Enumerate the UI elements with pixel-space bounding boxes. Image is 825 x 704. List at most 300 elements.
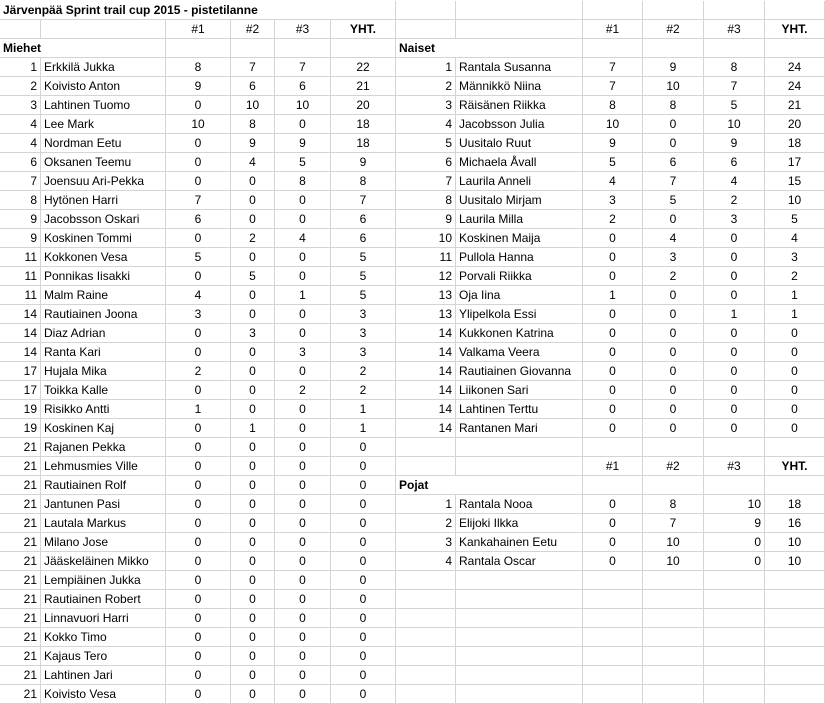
women-row-round-2[interactable]: 0 [643, 381, 704, 400]
grid-cell[interactable] [396, 1, 456, 20]
boys-row-total[interactable]: 10 [765, 552, 825, 571]
men-row-name[interactable]: Rajanen Pekka [41, 438, 166, 457]
men-row-rank[interactable]: 1 [0, 58, 41, 77]
men-row-round-2[interactable]: 0 [231, 666, 275, 685]
men-row-rank[interactable]: 17 [0, 362, 41, 381]
men-row-total[interactable]: 7 [331, 191, 396, 210]
men-row-round-2[interactable]: 0 [231, 571, 275, 590]
men-section-label[interactable]: Miehet [0, 39, 166, 58]
grid-cell[interactable] [643, 647, 704, 666]
men-row-total[interactable]: 1 [331, 400, 396, 419]
men-row-round-1[interactable]: 7 [166, 191, 231, 210]
men-row-rank[interactable]: 21 [0, 533, 41, 552]
men-row-round-2[interactable]: 0 [231, 248, 275, 267]
grid-cell[interactable] [583, 476, 643, 495]
men-row-rank[interactable]: 21 [0, 590, 41, 609]
boys-row-rank[interactable]: 3 [396, 533, 456, 552]
women-row-rank[interactable]: 14 [396, 400, 456, 419]
women-row-total[interactable]: 10 [765, 191, 825, 210]
men-row-round-1[interactable]: 0 [166, 571, 231, 590]
men-row-round-1[interactable]: 0 [166, 476, 231, 495]
women-row-total[interactable]: 24 [765, 58, 825, 77]
men-row-name[interactable]: Lahtinen Jari [41, 666, 166, 685]
grid-cell[interactable] [704, 628, 765, 647]
grid-cell[interactable] [396, 457, 456, 476]
men-row-round-1[interactable]: 1 [166, 400, 231, 419]
men-row-total[interactable]: 20 [331, 96, 396, 115]
men-row-total[interactable]: 8 [331, 172, 396, 191]
women-row-name[interactable]: Rantala Susanna [456, 58, 583, 77]
women-header-round-1[interactable]: #1 [583, 20, 643, 39]
women-row-total[interactable]: 18 [765, 134, 825, 153]
men-row-total[interactable]: 0 [331, 457, 396, 476]
boys-row-rank[interactable]: 4 [396, 552, 456, 571]
women-row-round-1[interactable]: 0 [583, 400, 643, 419]
grid-cell[interactable] [643, 438, 704, 457]
boys-row-name[interactable]: Rantala Nooa [456, 495, 583, 514]
women-row-name[interactable]: Kukkonen Katrina [456, 324, 583, 343]
men-row-round-1[interactable]: 0 [166, 96, 231, 115]
men-row-round-2[interactable]: 7 [231, 58, 275, 77]
men-row-round-2[interactable]: 0 [231, 210, 275, 229]
women-row-name[interactable]: Ylipelkola Essi [456, 305, 583, 324]
men-row-round-3[interactable]: 0 [275, 571, 331, 590]
grid-cell[interactable] [583, 571, 643, 590]
women-header-total[interactable]: YHT. [765, 20, 825, 39]
women-row-round-1[interactable]: 0 [583, 229, 643, 248]
women-row-round-2[interactable]: 0 [643, 210, 704, 229]
men-row-round-2[interactable]: 9 [231, 134, 275, 153]
grid-cell[interactable] [765, 590, 825, 609]
boys-row-round-2[interactable]: 8 [643, 495, 704, 514]
women-row-round-1[interactable]: 3 [583, 191, 643, 210]
women-row-round-2[interactable]: 9 [643, 58, 704, 77]
women-row-total[interactable]: 21 [765, 96, 825, 115]
men-row-round-3[interactable]: 2 [275, 381, 331, 400]
boys-section-label[interactable]: Pojat [396, 476, 583, 495]
men-row-round-1[interactable]: 6 [166, 210, 231, 229]
men-row-round-1[interactable]: 0 [166, 590, 231, 609]
men-row-round-2[interactable]: 0 [231, 438, 275, 457]
women-row-rank[interactable]: 13 [396, 286, 456, 305]
men-row-rank[interactable]: 4 [0, 115, 41, 134]
women-row-rank[interactable]: 14 [396, 343, 456, 362]
grid-cell[interactable] [456, 647, 583, 666]
women-row-rank[interactable]: 5 [396, 134, 456, 153]
men-row-total[interactable]: 0 [331, 590, 396, 609]
men-row-round-1[interactable]: 0 [166, 134, 231, 153]
men-row-total[interactable]: 5 [331, 267, 396, 286]
men-header-total[interactable]: YHT. [331, 20, 396, 39]
grid-cell[interactable] [583, 647, 643, 666]
women-row-rank[interactable]: 7 [396, 172, 456, 191]
grid-cell[interactable] [643, 571, 704, 590]
boys-row-round-3[interactable]: 9 [704, 514, 765, 533]
women-row-total[interactable]: 3 [765, 248, 825, 267]
women-row-name[interactable]: Laurila Milla [456, 210, 583, 229]
grid-cell[interactable] [583, 666, 643, 685]
men-row-round-2[interactable]: 0 [231, 647, 275, 666]
boys-row-round-2[interactable]: 10 [643, 552, 704, 571]
women-row-round-1[interactable]: 5 [583, 153, 643, 172]
women-row-rank[interactable]: 14 [396, 419, 456, 438]
men-row-rank[interactable]: 14 [0, 305, 41, 324]
grid-cell[interactable] [456, 609, 583, 628]
boys-row-rank[interactable]: 2 [396, 514, 456, 533]
men-row-round-3[interactable]: 7 [275, 58, 331, 77]
grid-cell[interactable] [396, 438, 456, 457]
men-row-name[interactable]: Diaz Adrian [41, 324, 166, 343]
women-row-round-2[interactable]: 5 [643, 191, 704, 210]
men-row-total[interactable]: 18 [331, 134, 396, 153]
men-row-round-3[interactable]: 0 [275, 115, 331, 134]
men-row-name[interactable]: Ponnikas Iisakki [41, 267, 166, 286]
men-row-name[interactable]: Kokko Timo [41, 628, 166, 647]
men-row-total[interactable]: 3 [331, 324, 396, 343]
men-row-round-3[interactable]: 0 [275, 590, 331, 609]
men-header-round-1[interactable]: #1 [166, 20, 231, 39]
men-row-rank[interactable]: 11 [0, 248, 41, 267]
men-row-round-3[interactable]: 0 [275, 552, 331, 571]
men-row-rank[interactable]: 8 [0, 191, 41, 210]
grid-cell[interactable] [396, 666, 456, 685]
grid-cell[interactable] [166, 39, 231, 58]
men-row-round-1[interactable]: 0 [166, 153, 231, 172]
men-row-round-1[interactable]: 0 [166, 229, 231, 248]
men-row-round-1[interactable]: 0 [166, 552, 231, 571]
women-row-round-2[interactable]: 0 [643, 400, 704, 419]
women-row-round-3[interactable]: 3 [704, 210, 765, 229]
women-row-total[interactable]: 1 [765, 286, 825, 305]
women-row-name[interactable]: Oja Iina [456, 286, 583, 305]
women-row-total[interactable]: 0 [765, 324, 825, 343]
grid-cell[interactable] [396, 20, 456, 39]
grid-cell[interactable] [704, 1, 765, 20]
men-row-round-3[interactable]: 0 [275, 533, 331, 552]
men-row-round-2[interactable]: 2 [231, 229, 275, 248]
women-row-round-1[interactable]: 0 [583, 381, 643, 400]
boys-header-round-1[interactable]: #1 [583, 457, 643, 476]
men-row-name[interactable]: Ranta Kari [41, 343, 166, 362]
men-row-round-3[interactable]: 0 [275, 191, 331, 210]
grid-cell[interactable] [583, 685, 643, 704]
grid-cell[interactable] [456, 1, 583, 20]
men-row-total[interactable]: 1 [331, 419, 396, 438]
women-row-round-3[interactable]: 0 [704, 286, 765, 305]
men-row-round-2[interactable]: 0 [231, 533, 275, 552]
grid-cell[interactable] [456, 457, 583, 476]
men-row-total[interactable]: 21 [331, 77, 396, 96]
men-row-round-3[interactable]: 8 [275, 172, 331, 191]
women-row-round-1[interactable]: 8 [583, 96, 643, 115]
men-row-total[interactable]: 0 [331, 647, 396, 666]
women-row-round-1[interactable]: 4 [583, 172, 643, 191]
grid-cell[interactable] [704, 685, 765, 704]
men-row-round-1[interactable]: 0 [166, 647, 231, 666]
men-row-round-2[interactable]: 0 [231, 362, 275, 381]
grid-cell[interactable] [456, 685, 583, 704]
men-row-rank[interactable]: 21 [0, 571, 41, 590]
grid-cell[interactable] [0, 20, 41, 39]
men-row-round-2[interactable]: 0 [231, 343, 275, 362]
men-row-rank[interactable]: 21 [0, 495, 41, 514]
women-row-name[interactable]: Rautiainen Giovanna [456, 362, 583, 381]
women-row-round-2[interactable]: 8 [643, 96, 704, 115]
women-row-rank[interactable]: 11 [396, 248, 456, 267]
men-row-name[interactable]: Lee Mark [41, 115, 166, 134]
men-row-round-3[interactable]: 5 [275, 153, 331, 172]
men-row-round-3[interactable]: 1 [275, 286, 331, 305]
men-row-total[interactable]: 0 [331, 476, 396, 495]
women-row-name[interactable]: Uusitalo Ruut [456, 134, 583, 153]
women-row-round-2[interactable]: 0 [643, 419, 704, 438]
grid-cell[interactable] [583, 438, 643, 457]
men-row-round-1[interactable]: 2 [166, 362, 231, 381]
men-row-name[interactable]: Erkkilä Jukka [41, 58, 166, 77]
grid-cell[interactable] [765, 609, 825, 628]
women-row-round-3[interactable]: 0 [704, 400, 765, 419]
women-row-name[interactable]: Räisänen Riikka [456, 96, 583, 115]
men-row-round-1[interactable]: 0 [166, 495, 231, 514]
women-section-label[interactable]: Naiset [396, 39, 583, 58]
grid-cell[interactable] [704, 476, 765, 495]
grid-cell[interactable] [704, 647, 765, 666]
men-row-round-3[interactable]: 0 [275, 305, 331, 324]
men-row-round-2[interactable]: 10 [231, 96, 275, 115]
men-row-rank[interactable]: 9 [0, 229, 41, 248]
women-row-total[interactable]: 2 [765, 267, 825, 286]
women-row-round-3[interactable]: 9 [704, 134, 765, 153]
women-row-rank[interactable]: 2 [396, 77, 456, 96]
men-row-round-1[interactable]: 0 [166, 666, 231, 685]
men-row-round-3[interactable]: 3 [275, 343, 331, 362]
women-row-name[interactable]: Koskinen Maija [456, 229, 583, 248]
men-row-round-2[interactable]: 0 [231, 476, 275, 495]
women-row-round-3[interactable]: 4 [704, 172, 765, 191]
men-row-round-1[interactable]: 8 [166, 58, 231, 77]
grid-cell[interactable] [765, 647, 825, 666]
men-row-round-3[interactable]: 0 [275, 609, 331, 628]
men-row-total[interactable]: 0 [331, 533, 396, 552]
grid-cell[interactable] [331, 39, 396, 58]
women-row-total[interactable]: 1 [765, 305, 825, 324]
men-row-round-3[interactable]: 0 [275, 248, 331, 267]
women-row-round-3[interactable]: 5 [704, 96, 765, 115]
men-row-round-3[interactable]: 0 [275, 457, 331, 476]
women-row-round-2[interactable]: 2 [643, 267, 704, 286]
women-row-round-1[interactable]: 0 [583, 362, 643, 381]
men-row-total[interactable]: 0 [331, 514, 396, 533]
men-row-name[interactable]: Koivisto Vesa [41, 685, 166, 704]
men-row-rank[interactable]: 21 [0, 609, 41, 628]
grid-cell[interactable] [643, 685, 704, 704]
men-row-total[interactable]: 0 [331, 571, 396, 590]
men-row-rank[interactable]: 21 [0, 514, 41, 533]
men-row-round-1[interactable]: 5 [166, 248, 231, 267]
women-row-round-2[interactable]: 0 [643, 362, 704, 381]
women-row-round-3[interactable]: 8 [704, 58, 765, 77]
women-row-round-3[interactable]: 0 [704, 381, 765, 400]
women-row-total[interactable]: 0 [765, 381, 825, 400]
women-row-rank[interactable]: 12 [396, 267, 456, 286]
grid-cell[interactable] [396, 609, 456, 628]
women-row-round-3[interactable]: 7 [704, 77, 765, 96]
men-row-round-2[interactable]: 3 [231, 324, 275, 343]
grid-cell[interactable] [704, 39, 765, 58]
men-row-total[interactable]: 18 [331, 115, 396, 134]
men-row-round-3[interactable]: 0 [275, 647, 331, 666]
women-row-round-3[interactable]: 0 [704, 324, 765, 343]
women-row-round-1[interactable]: 0 [583, 324, 643, 343]
men-row-name[interactable]: Toikka Kalle [41, 381, 166, 400]
boys-row-round-3[interactable]: 0 [704, 552, 765, 571]
men-row-rank[interactable]: 11 [0, 267, 41, 286]
men-row-name[interactable]: Milano Jose [41, 533, 166, 552]
grid-cell[interactable] [456, 590, 583, 609]
women-row-round-1[interactable]: 0 [583, 267, 643, 286]
boys-row-round-3[interactable]: 0 [704, 533, 765, 552]
men-row-rank[interactable]: 11 [0, 286, 41, 305]
men-row-round-1[interactable]: 0 [166, 685, 231, 704]
men-row-rank[interactable]: 21 [0, 647, 41, 666]
boys-row-round-1[interactable]: 0 [583, 533, 643, 552]
men-row-round-2[interactable]: 0 [231, 552, 275, 571]
women-row-rank[interactable]: 1 [396, 58, 456, 77]
men-row-round-2[interactable]: 1 [231, 419, 275, 438]
women-row-round-2[interactable]: 0 [643, 286, 704, 305]
grid-cell[interactable] [583, 1, 643, 20]
boys-row-round-2[interactable]: 7 [643, 514, 704, 533]
women-row-rank[interactable]: 9 [396, 210, 456, 229]
boys-row-total[interactable]: 18 [765, 495, 825, 514]
men-row-round-1[interactable]: 3 [166, 305, 231, 324]
men-row-name[interactable]: Hytönen Harri [41, 191, 166, 210]
boys-header-round-2[interactable]: #2 [643, 457, 704, 476]
men-header-round-2[interactable]: #2 [231, 20, 275, 39]
women-row-round-2[interactable]: 10 [643, 77, 704, 96]
grid-cell[interactable] [643, 39, 704, 58]
women-row-round-2[interactable]: 0 [643, 305, 704, 324]
grid-cell[interactable] [231, 39, 275, 58]
men-row-name[interactable]: Nordman Eetu [41, 134, 166, 153]
men-row-total[interactable]: 3 [331, 305, 396, 324]
men-row-round-2[interactable]: 0 [231, 381, 275, 400]
women-row-rank[interactable]: 4 [396, 115, 456, 134]
grid-cell[interactable] [643, 1, 704, 20]
men-row-round-1[interactable]: 9 [166, 77, 231, 96]
men-row-name[interactable]: Joensuu Ari-Pekka [41, 172, 166, 191]
women-row-total[interactable]: 4 [765, 229, 825, 248]
grid-cell[interactable] [765, 666, 825, 685]
women-row-round-3[interactable]: 0 [704, 248, 765, 267]
men-row-round-3[interactable]: 0 [275, 628, 331, 647]
grid-cell[interactable] [704, 590, 765, 609]
men-row-total[interactable]: 6 [331, 210, 396, 229]
men-row-name[interactable]: Rautiainen Joona [41, 305, 166, 324]
men-row-round-3[interactable]: 0 [275, 267, 331, 286]
men-row-rank[interactable]: 21 [0, 666, 41, 685]
women-row-total[interactable]: 5 [765, 210, 825, 229]
men-row-rank[interactable]: 17 [0, 381, 41, 400]
men-row-round-3[interactable]: 9 [275, 134, 331, 153]
men-row-rank[interactable]: 2 [0, 77, 41, 96]
women-row-round-3[interactable]: 6 [704, 153, 765, 172]
men-row-round-2[interactable]: 0 [231, 628, 275, 647]
grid-cell[interactable] [765, 1, 825, 20]
grid-cell[interactable] [765, 628, 825, 647]
men-row-round-1[interactable]: 0 [166, 438, 231, 457]
men-row-round-3[interactable]: 0 [275, 419, 331, 438]
grid-cell[interactable] [583, 628, 643, 647]
boys-row-name[interactable]: Kankahainen Eetu [456, 533, 583, 552]
men-row-rank[interactable]: 4 [0, 134, 41, 153]
women-row-round-1[interactable]: 7 [583, 58, 643, 77]
grid-cell[interactable] [765, 476, 825, 495]
men-row-round-2[interactable]: 0 [231, 286, 275, 305]
women-row-name[interactable]: Valkama Veera [456, 343, 583, 362]
men-row-name[interactable]: Jacobsson Oskari [41, 210, 166, 229]
men-row-round-2[interactable]: 0 [231, 191, 275, 210]
women-row-total[interactable]: 15 [765, 172, 825, 191]
grid-cell[interactable] [704, 609, 765, 628]
page-title[interactable]: Järvenpää Sprint trail cup 2015 - pistetilanne [0, 1, 396, 20]
women-row-round-3[interactable]: 0 [704, 267, 765, 286]
men-row-rank[interactable]: 21 [0, 685, 41, 704]
men-row-total[interactable]: 0 [331, 666, 396, 685]
grid-cell[interactable] [456, 571, 583, 590]
men-row-total[interactable]: 5 [331, 248, 396, 267]
women-row-round-1[interactable]: 10 [583, 115, 643, 134]
men-row-round-2[interactable]: 8 [231, 115, 275, 134]
women-row-total[interactable]: 0 [765, 362, 825, 381]
men-row-rank[interactable]: 21 [0, 438, 41, 457]
men-row-round-2[interactable]: 0 [231, 495, 275, 514]
women-row-round-3[interactable]: 0 [704, 362, 765, 381]
women-row-total[interactable]: 20 [765, 115, 825, 134]
men-row-total[interactable]: 6 [331, 229, 396, 248]
women-row-name[interactable]: Laurila Anneli [456, 172, 583, 191]
men-row-round-1[interactable]: 0 [166, 628, 231, 647]
boys-row-round-1[interactable]: 0 [583, 552, 643, 571]
grid-cell[interactable] [583, 39, 643, 58]
grid-cell[interactable] [643, 628, 704, 647]
men-row-name[interactable]: Kajaus Tero [41, 647, 166, 666]
men-row-name[interactable]: Risikko Antti [41, 400, 166, 419]
grid-cell[interactable] [765, 438, 825, 457]
men-row-round-1[interactable]: 0 [166, 533, 231, 552]
women-row-name[interactable]: Männikkö Niina [456, 77, 583, 96]
grid-cell[interactable] [583, 590, 643, 609]
men-row-total[interactable]: 22 [331, 58, 396, 77]
boys-row-rank[interactable]: 1 [396, 495, 456, 514]
men-row-total[interactable]: 0 [331, 552, 396, 571]
women-row-round-1[interactable]: 1 [583, 286, 643, 305]
men-row-rank[interactable]: 21 [0, 457, 41, 476]
boys-row-total[interactable]: 10 [765, 533, 825, 552]
men-row-round-1[interactable]: 0 [166, 172, 231, 191]
men-row-rank[interactable]: 14 [0, 324, 41, 343]
men-row-round-3[interactable]: 0 [275, 666, 331, 685]
men-row-name[interactable]: Kokkonen Vesa [41, 248, 166, 267]
women-row-rank[interactable]: 14 [396, 324, 456, 343]
women-row-round-3[interactable]: 0 [704, 343, 765, 362]
grid-cell[interactable] [396, 647, 456, 666]
men-row-round-1[interactable]: 0 [166, 267, 231, 286]
men-row-total[interactable]: 0 [331, 438, 396, 457]
men-row-round-1[interactable]: 4 [166, 286, 231, 305]
men-row-round-2[interactable]: 0 [231, 172, 275, 191]
women-row-round-2[interactable]: 0 [643, 324, 704, 343]
